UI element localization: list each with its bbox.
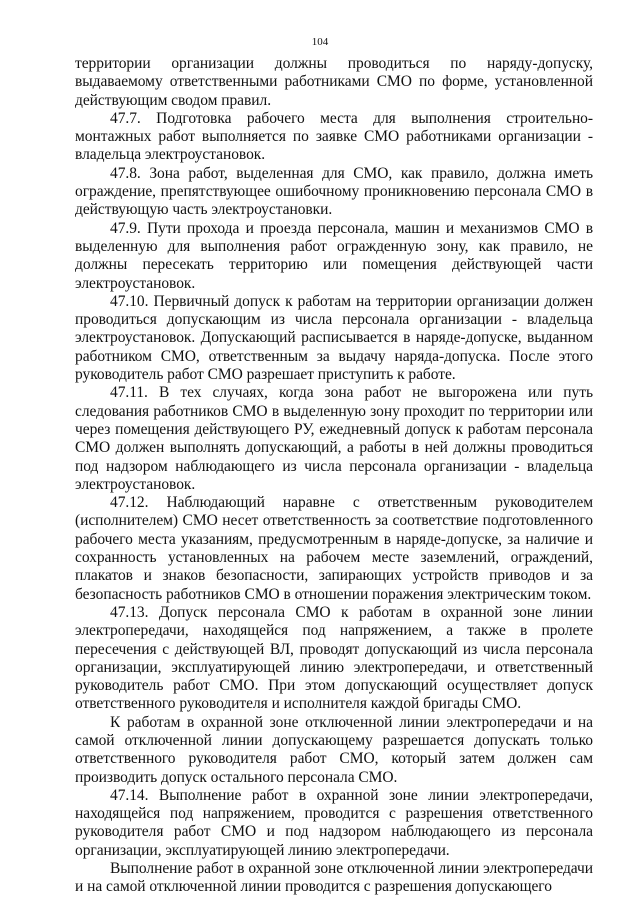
- paragraph-continuation: территории организации должны проводиться по наряду-допуску, выдаваемому ответственными работниками СМО по форме, установленной действующим сводом правил.: [75, 55, 593, 109]
- paragraph-47-13: 47.13. Допуск персонала СМО к работам в охранной зоне линии электропередачи, находящейся под напряжением, а также в пролете пересечения с действующей ВЛ, проводят допускающий из числа персонала организации, эксплуатирующей линию электропередачи, и ответственный руководитель работ СМО. При этом допускающий осуществляет допуск ответственного руководителя и исполнителя каждой бригады СМО.: [75, 603, 593, 713]
- paragraph-47-10: 47.10. Первичный допуск к работам на территории организации должен проводиться допускающим из числа персонала организации - владельца электроустановок. Допускающий расписывается в наряде-допуске, выданном работником СМО, ответственным за выдачу наряда-допуска. После этого руководитель работ СМО разрешает приступить к работе.: [75, 292, 593, 384]
- paragraph-47-8: 47.8. Зона работ, выделенная для СМО, как правило, должна иметь ограждение, препятствующее ошибочному проникновению персонала СМО в действующую часть электроустановки.: [75, 164, 593, 219]
- paragraph-47-7: 47.7. Подготовка рабочего места для выполнения строительно-монтажных работ выполняется по заявке СМО работниками организации - владельца электроустановок.: [75, 109, 593, 164]
- paragraph-47-12: 47.12. Наблюдающий наравне с ответственным руководителем (исполнителем) СМО несет ответственность за соответствие подготовленного рабочего места указаниям, предусмотренным в наряде-допуске, за наличие и сохранность установленных на рабочем месте заземлений, ограждений, плакатов и знаков безопасности, запирающих устройств приводов и за безопасность работников СМО в отношении поражения электрическим током.: [75, 494, 593, 603]
- paragraph-47-11: 47.11. В тех случаях, когда зона работ не выгорожена или путь следования работников СМО в выделенную зону проходит по территории или через помещения действующего РУ, ежедневный допуск к работам персонала СМО должен выполнять допускающий, а работы в ней должны проводиться под надзором наблюдающего из числа персонала организации - владельца электроустановок.: [75, 384, 593, 493]
- paragraph-47-13-cont: К работам в охранной зоне отключенной линии электропередачи и на самой отключенной линии допускающему разрешается допускать только ответственного руководителя работ СМО, который затем должен сам производить допуск остального персонала СМО.: [75, 713, 593, 786]
- page-number: 104: [311, 36, 329, 48]
- paragraph-47-9: 47.9. Пути прохода и проезда персонала, машин и механизмов СМО в выделенную для выполнения работ огражденную зону, как правило, не должны пересекать территорию или помещения действующей части электроустановок.: [75, 219, 593, 292]
- paragraph-47-14-cont: Выполнение работ в охранной зоне отключенной линии электропередачи и на самой отключенной линии проводится с разрешения допускающего: [75, 860, 593, 896]
- paragraph-47-14: 47.14. Выполнение работ в охранной зоне линии электропередачи, находящейся под напряжением, проводится с разрешения ответственного руководителя работ СМО и под надзором наблюдающего из персонала организации, эксплуатирующей линию электропередачи.: [75, 786, 593, 859]
- document-body: [75, 55, 593, 897]
